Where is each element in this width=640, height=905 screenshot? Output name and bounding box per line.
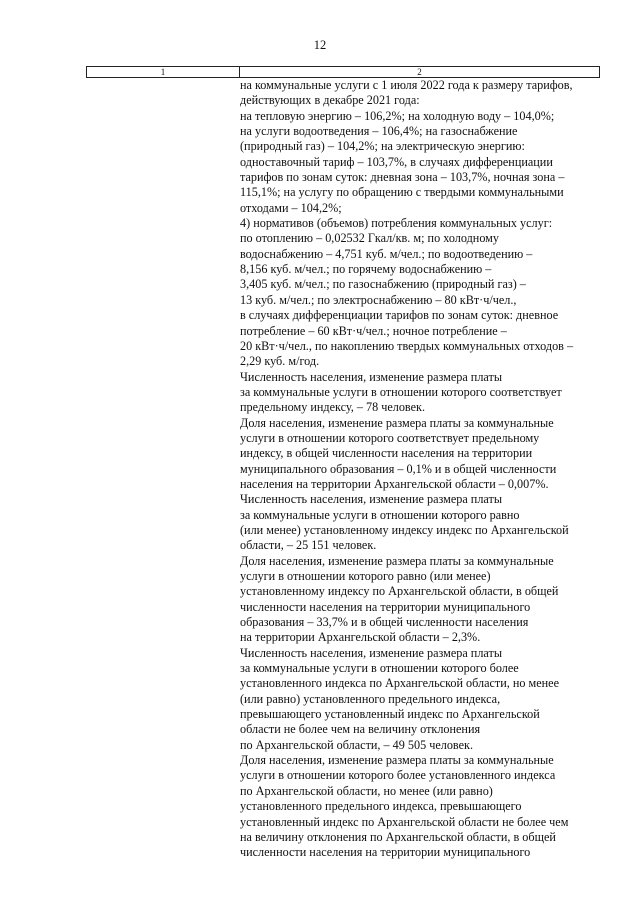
text-line: водоснабжению – 4,751 куб. м/чел.; по водоотведению – xyxy=(240,246,533,261)
text-line: Численность населения, изменение размера платы xyxy=(240,369,503,384)
text-line: отходами – 104,2%; xyxy=(240,200,342,215)
text-line: потребление – 60 кВт·ч/чел.; ночное потребление – xyxy=(240,323,507,338)
text-line: 2,29 куб. м/год. xyxy=(240,354,320,369)
text-line: за коммунальные услуги в отношении которого более xyxy=(240,661,519,676)
text-line: одноставочный тариф – 103,7%, в случаях дифференциации xyxy=(240,154,553,169)
text-line: действующих в декабре 2021 года: xyxy=(240,93,420,108)
text-line: тарифов по зонам суток: дневная зона – 103,7%, ночная зона – xyxy=(240,170,565,185)
text-line: Численность населения, изменение размера платы xyxy=(240,492,503,507)
text-line: 3,405 куб. м/чел.; по газоснабжению (природный газ) – xyxy=(240,277,526,292)
text-line: на величину отклонения по Архангельской области, в общей xyxy=(240,829,556,844)
table-header-row xyxy=(86,66,600,78)
document-body xyxy=(240,78,602,861)
table-header-col-2: 2 xyxy=(417,67,422,77)
text-line: индексу, в общей численности населения на территории xyxy=(240,446,533,461)
text-line: на услуги водоотведения – 106,4%; на газоснабжение xyxy=(240,124,518,139)
table-header-col-1: 1 xyxy=(87,67,240,77)
text-line: на территории Архангельской области – 2,3%. xyxy=(240,630,481,645)
text-line: Доля населения, изменение размера платы за коммунальные xyxy=(240,553,554,568)
text-line: за коммунальные услуги в отношении которого равно xyxy=(240,507,520,522)
text-line: услуги в отношении которого более установленного индекса xyxy=(240,768,556,783)
text-line: в случаях дифференциации тарифов по зонам суток: дневное xyxy=(240,308,559,323)
text-line: за коммунальные услуги в отношении которого соответствует xyxy=(240,384,562,399)
text-line: 20 кВт·ч/чел., по накоплению твердых коммунальных отходов – xyxy=(240,338,574,353)
text-line: 8,156 куб. м/чел.; по горячему водоснабжению – xyxy=(240,262,492,277)
text-line: численности населения на территории муниципального xyxy=(240,845,531,860)
text-line: Доля населения, изменение размера платы за коммунальные xyxy=(240,415,554,430)
text-line: 4) нормативов (объемов) потребления коммунальных услуг: xyxy=(240,216,553,231)
text-line: образования – 33,7% и в общей численности населения xyxy=(240,615,529,630)
text-line: услуги в отношении которого равно (или менее) xyxy=(240,569,491,583)
text-line: установленный индекс по Архангельской области не более чем xyxy=(240,814,569,829)
text-line: Доля населения, изменение размера платы за коммунальные xyxy=(240,753,554,768)
text-line: предельному индексу, – 78 человек. xyxy=(240,400,425,415)
text-line: установленному индексу по Архангельской области, в общей xyxy=(240,584,559,599)
text-line: области, – 25 151 человек. xyxy=(240,538,377,553)
text-line: на тепловую энергию – 106,2%; на холодную воду – 104,0%; xyxy=(240,108,555,123)
text-line: услуги в отношении которого соответствует предельному xyxy=(240,430,540,445)
text-line: области не более чем на величину отклонения xyxy=(240,722,481,737)
text-line: на коммунальные услуги с 1 июля 2022 года к размеру тарифов, xyxy=(240,78,573,92)
text-line: установленного предельного индекса, превышающего xyxy=(240,799,522,814)
text-line: 115,1%; на услугу по обращению с твердыми коммунальными xyxy=(240,185,564,200)
text-line: по Архангельской области, – 49 505 человек. xyxy=(240,737,473,752)
text-line: установленного индекса по Архангельской области, но менее xyxy=(240,676,559,691)
text-line: (или менее) установленному индексу индекс по Архангельской xyxy=(240,522,569,537)
text-line: 13 куб. м/чел.; по электроснабжению – 80 кВт·ч/чел., xyxy=(240,292,517,307)
text-line: (или равно) установленного предельного индекса, xyxy=(240,691,501,706)
text-line: по отоплению – 0,02532 Гкал/кв. м; по холодному xyxy=(240,231,499,246)
text-line: населения на территории Архангельской области – 0,007%. xyxy=(240,476,549,491)
page-number: 12 xyxy=(313,38,327,52)
text-line: превышающего установленный индекс по Архангельской xyxy=(240,707,540,722)
text-line: численности населения на территории муниципального xyxy=(240,599,531,614)
text-line: по Архангельской области, но менее (или равно) xyxy=(240,783,493,798)
text-line: муниципального образования – 0,1% и в общей численности xyxy=(240,461,557,476)
text-line: Численность населения, изменение размера платы xyxy=(240,645,503,660)
text-line: (природный газ) – 104,2%; на электрическую энергию: xyxy=(240,139,525,154)
